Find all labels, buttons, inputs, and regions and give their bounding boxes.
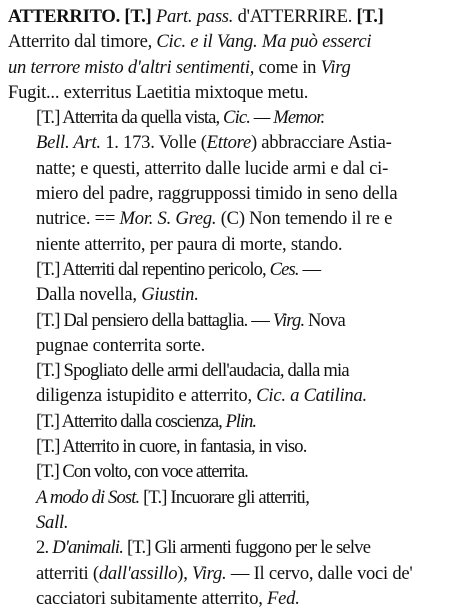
entry-sense-paragraph — [8, 485, 462, 536]
text-run: Atterrito dal timore, — [8, 31, 157, 53]
text-run: cacciatori subitamente atterrito, — [36, 587, 268, 609]
text-line — [8, 308, 462, 333]
text-line — [8, 4, 462, 29]
text-run: d'ATTERRIRE. — [233, 6, 357, 27]
text-run: ) abbracciare Astia- — [250, 132, 392, 154]
text-line — [8, 55, 462, 80]
text-run: [T.] Incuorare gli atterriti, — [139, 486, 309, 508]
italic-text-run: Cic. — Memor. — [223, 107, 325, 129]
italic-text-run: Part. pass. — [155, 6, 234, 27]
italic-text-run: dall'assillo — [98, 562, 178, 584]
entry-sense-paragraph — [8, 434, 462, 459]
italic-text-run: Virg — [320, 56, 351, 78]
text-line — [8, 80, 462, 105]
text-run: natte; e questi, atterrito dalle lucide armi e dal ci- — [36, 157, 389, 179]
text-run: come in — [254, 56, 321, 78]
text-run: — — [298, 258, 321, 280]
italic-text-run: Bell. Art. — [36, 132, 101, 154]
text-run: 2. — [36, 537, 53, 559]
text-line — [8, 105, 462, 130]
text-run: (C) Non temendo il re e — [216, 208, 393, 230]
text-run: [T.] Spogliato delle armi dell'audacia, dalla mia — [36, 360, 349, 382]
text-line — [8, 156, 462, 181]
italic-text-run: Giustin. — [141, 284, 199, 306]
text-line — [8, 510, 462, 535]
text-line — [8, 181, 462, 206]
text-line — [8, 358, 462, 383]
entry-sense-paragraph — [8, 409, 462, 434]
italic-text-run: Fed. — [267, 587, 300, 609]
text-run: [T.] Atterrita da quella vista, — [36, 107, 224, 129]
text-run: Dalla novella, — [36, 284, 142, 306]
text-line — [8, 257, 462, 282]
entry-sense-paragraph — [8, 257, 462, 308]
text-line — [8, 561, 462, 586]
entry-sense-paragraph — [8, 105, 462, 257]
entry-headword-paragraph — [8, 4, 462, 105]
text-run: diligenza istupidito e atterrito, — [36, 385, 257, 407]
text-run: Fugit... exterritus Laetitia mixtoque metu. — [8, 81, 309, 103]
text-run: 1. 173. Volle ( — [100, 132, 207, 154]
text-line — [8, 282, 462, 307]
text-run: nutrice. == — [36, 208, 120, 230]
entry-sense-paragraph — [8, 308, 462, 359]
text-line — [8, 535, 462, 560]
italic-text-run: Plin. — [225, 410, 257, 432]
text-run: [T.] Atterriti dal repentino pericolo, — [36, 258, 270, 280]
text-line — [8, 485, 462, 510]
text-run: miero del padre, raggruppossi timido in seno della — [36, 183, 398, 205]
italic-text-run: Virg. — [272, 309, 305, 331]
text-line — [8, 434, 462, 459]
italic-text-run: Cic. a Catilina. — [256, 385, 367, 407]
entry-sense-paragraph — [8, 358, 462, 409]
text-line — [8, 586, 462, 611]
entry-sense-paragraph — [8, 535, 462, 611]
text-run: pugnae conterrita sorte. — [36, 334, 206, 356]
text-run: ), — [177, 562, 193, 584]
text-run: [T.] Atterrito dalla coscienza, — [36, 410, 226, 432]
dictionary-entry-atterrito — [8, 4, 462, 611]
italic-text-run: Virg. — [192, 562, 227, 584]
text-run: [T.] Atterrito in cuore, in fantasia, in viso. — [36, 436, 307, 458]
text-run: niente atterrito, per paura di morte, stando. — [36, 233, 343, 255]
italic-text-run: un terrore misto d'altri sentimenti, — [8, 56, 255, 78]
italic-text-run: Ces. — [269, 258, 299, 280]
italic-text-run: Ettore — [206, 132, 251, 154]
text-line — [8, 383, 462, 408]
text-run: atterriti ( — [36, 562, 99, 584]
text-line — [8, 206, 462, 231]
text-line — [8, 409, 462, 434]
text-run: Nova — [304, 309, 345, 331]
bold-text-run: [T.] — [356, 6, 384, 27]
entry-sense-paragraph — [8, 459, 462, 484]
text-line — [8, 29, 462, 54]
text-line — [8, 459, 462, 484]
text-run: — Il cervo, dalle voci de' — [226, 562, 413, 584]
italic-text-run: D'animali. — [52, 537, 124, 559]
text-run: [T.] Con volto, con voce atterrita. — [36, 461, 248, 483]
text-line — [8, 130, 462, 155]
text-run: [T.] Gli armenti fuggono per le selve — [123, 537, 371, 559]
text-line — [8, 333, 462, 358]
italic-text-run: Sall. — [36, 511, 69, 533]
bold-text-run: ATTERRITO. [T.] — [8, 6, 156, 27]
italic-text-run: Mor. S. Greg. — [119, 208, 217, 230]
italic-text-run: A modo di Sost. — [36, 486, 140, 508]
text-line — [8, 232, 462, 257]
text-run: [T.] Dal pensiero della battaglia. — — [36, 309, 273, 331]
italic-text-run: Cic. e il Vang. Ma può esserci — [156, 31, 372, 53]
